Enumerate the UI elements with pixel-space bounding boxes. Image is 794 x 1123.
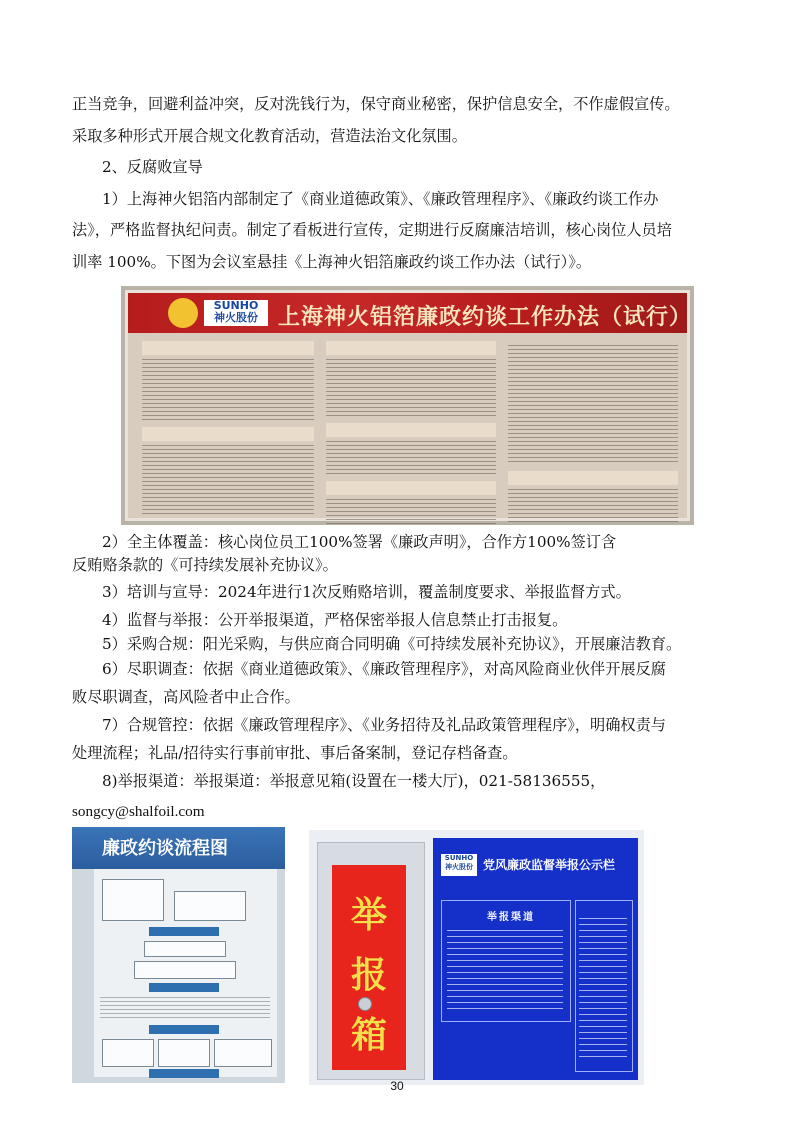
flow-box xyxy=(134,961,236,979)
report-notice-board xyxy=(433,838,638,1080)
box-char: 报 xyxy=(350,955,387,996)
section-header xyxy=(142,427,314,441)
report-box xyxy=(317,842,425,1080)
section-header xyxy=(326,423,496,437)
flowchart-board xyxy=(94,869,277,1077)
flowchart-header xyxy=(72,827,285,869)
lock-icon xyxy=(358,997,372,1011)
text-block xyxy=(326,499,496,525)
text-line: 7）合规管控：依据《廉政管理程序》、《业务招待及礼品政策管理程序》，明确权责与 xyxy=(102,716,666,734)
party-emblem-icon xyxy=(168,298,198,328)
text-line: 8)举报渠道：举报渠道：举报意见箱(设置在一楼大厅)，021-58136555， xyxy=(102,772,606,790)
board-column xyxy=(508,341,678,504)
email-text: songcy@shalfoil.com xyxy=(72,803,205,820)
company-logo xyxy=(204,300,268,326)
page-number: 30 xyxy=(390,1079,404,1093)
logo-text-cn: 神火股份 xyxy=(445,863,473,871)
board-column xyxy=(326,341,496,504)
channel-text xyxy=(447,930,563,1010)
text-block xyxy=(508,489,678,525)
flow-box xyxy=(158,1039,210,1067)
text-block xyxy=(508,345,678,465)
flowchart-title: 廉政约谈流程图 xyxy=(102,838,228,859)
text-block xyxy=(142,445,314,515)
flow-box xyxy=(102,879,164,921)
text-line: 训率 100%。下图为会议室悬挂《上海神火铝箔廉政约谈工作办法（试行）》。 xyxy=(72,253,592,271)
text-line: 2）全主体覆盖：核心岗位员工100%签署《廉政声明》，合作方100%签订含 xyxy=(102,533,617,551)
flow-text xyxy=(100,997,270,1019)
flow-box xyxy=(214,1039,272,1067)
logo-text-en: SUNHO xyxy=(444,854,474,862)
logo-text-cn: 神火股份 xyxy=(214,311,258,324)
flow-box xyxy=(174,891,246,921)
text-line: 5）采购合规：阳光采购，与供应商合同明确《可持续发展补充协议》，开展廉洁教育。 xyxy=(102,635,682,653)
flow-box xyxy=(144,941,226,957)
text-line: 败尽职调查，高风险者中止合作。 xyxy=(72,688,300,706)
flow-step-bar xyxy=(149,1025,219,1034)
commitment-text xyxy=(579,918,627,1058)
board-banner xyxy=(128,293,693,333)
section-header xyxy=(326,341,496,355)
text-block xyxy=(142,359,314,421)
box-char: 箱 xyxy=(350,1015,387,1056)
board-frame xyxy=(125,290,693,521)
logo-text-en: SUNHO xyxy=(213,299,259,312)
text-line: 反贿赂条款的《可持续发展补充协议》。 xyxy=(72,556,338,574)
text-line: 处理流程；礼品/招待实行事前审批、事后备案制，登记存档备查。 xyxy=(72,744,518,762)
box-char: 举 xyxy=(350,895,387,936)
text-line: 6）尽职调查：依据《商业道德政策》、《廉政管理程序》，对高风险商业伙伴开展反腐 xyxy=(102,660,666,678)
text-line: 正当竞争，回避利益冲突，反对洗钱行为，保守商业秘密，保护信息安全，不作虚假宣传。 xyxy=(72,95,680,113)
text-line: 1）上海神火铝箔内部制定了《商业道德政策》、《廉政管理程序》、《廉政约谈工作办 xyxy=(102,190,659,208)
text-line: 3）培训与宣导：2024年进行1次反贿赂培训，覆盖制度要求、举报监督方式。 xyxy=(102,583,631,601)
section-header xyxy=(508,471,678,485)
report-box-photo xyxy=(309,830,644,1085)
flow-step-bar xyxy=(149,983,219,992)
text-line: 采取多种形式开展合规文化教育活动，营造法治文化氛围。 xyxy=(72,127,467,145)
section-header xyxy=(326,481,496,495)
section-header xyxy=(142,341,314,355)
notice-board-subtitle: 举报渠道 xyxy=(487,912,535,923)
text-block xyxy=(326,359,496,417)
company-logo xyxy=(441,854,477,876)
section-heading: 2、反腐败宣导 xyxy=(102,158,203,176)
flow-step-bar xyxy=(149,1069,219,1078)
report-box-label xyxy=(332,865,406,1070)
flow-step-bar xyxy=(149,927,219,936)
text-line: 4）监督与举报：公开举报渠道，严格保密举报人信息禁止打击报复。 xyxy=(102,611,568,629)
board-column xyxy=(142,341,314,504)
flowchart-photo xyxy=(72,827,285,1083)
notice-board-title: 党风廉政监督举报公示栏 xyxy=(483,858,616,872)
policy-board-photo xyxy=(121,286,694,525)
text-block xyxy=(326,441,496,477)
board-title: 上海神火铝箔廉政约谈工作办法（试行） xyxy=(278,305,693,330)
text-line: 法》，严格监督执纪问责。制定了看板进行宣传，定期进行反腐廉洁培训，核心岗位人员培 xyxy=(72,221,672,239)
flow-box xyxy=(102,1039,154,1067)
